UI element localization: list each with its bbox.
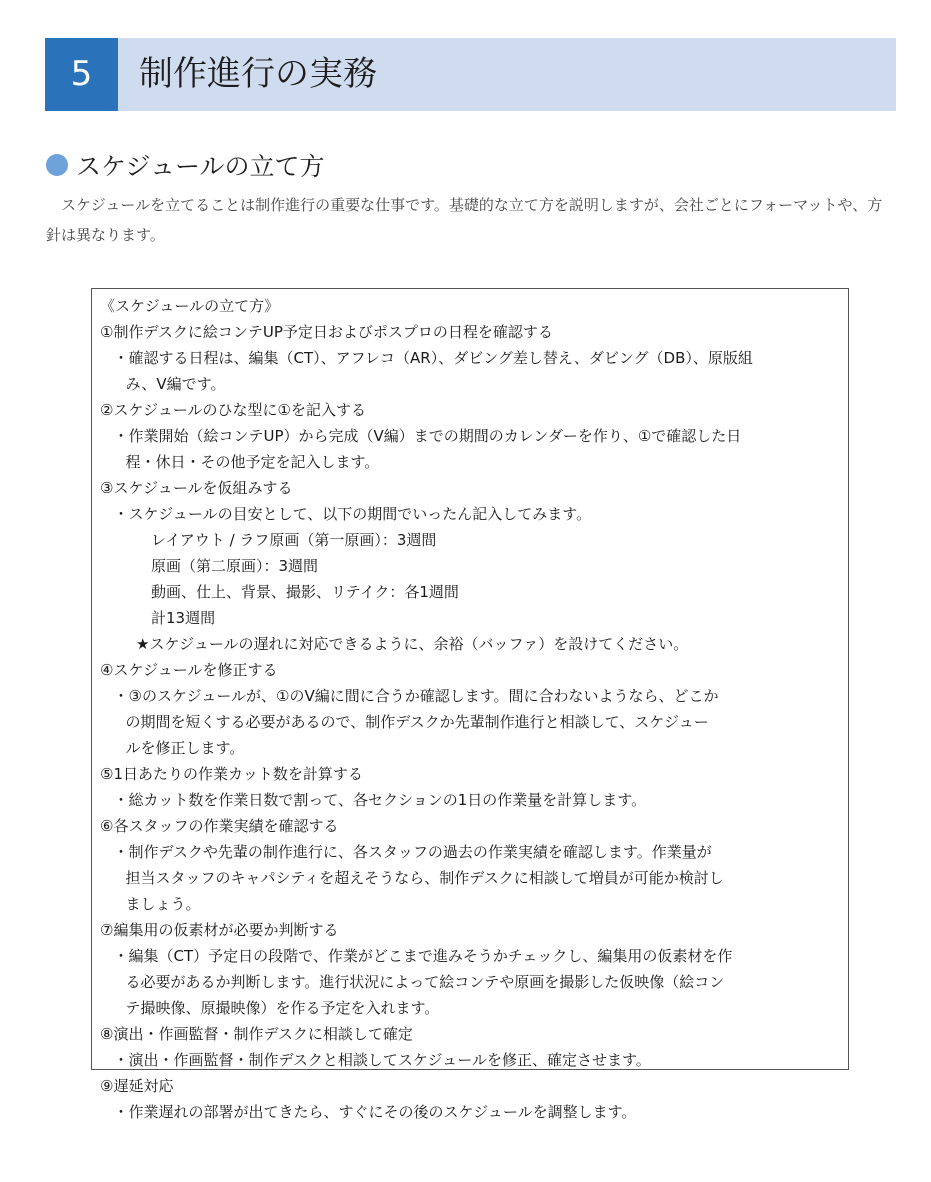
step-4 [100,657,840,761]
buffer-note: ★スケジュールの遅れに対応できるように、余裕（バッファ）を設けてください。 [136,635,689,653]
step-note: ・制作デスクや先輩の制作進行に、各スタッフの過去の作業実績を確認します。作業量が 担当スタッフのキャパシティを超えそうなら、制作デスクに相談して増員が可能か検討し ましょう。 [113,843,724,913]
step-heading: ③スケジュールを仮組みする [100,479,293,497]
step-7 [100,917,840,1021]
step-note: ・編集（CT）予定日の段階で、作業がどこまで進みそうかチェックし、編集用の仮素材を作 る必要があるか判断します。進行状況によって絵コンテや原画を撮影した仮映像（絵コン テ撮映像、原撮映像）を作る予定を入れます。 [113,947,733,1017]
step-heading: ⑤1日あたりの作業カット数を計算する [100,765,363,783]
step-heading: ⑧演出・作画監督・制作デスクに相談して確定 [100,1025,413,1043]
step-heading: ②スケジュールのひな型に①を記入する [100,401,366,419]
chapter-header [45,38,896,111]
section-title: スケジュールの立て方 [76,152,325,181]
step-9 [100,1073,840,1125]
circle-bullet-icon [46,154,68,176]
step-1 [100,319,840,397]
step-note: ・確認する日程は、編集（CT）、アフレコ（AR）、ダビング差し替え、ダビング（DB）、原版組 み、V編です。 [113,349,753,393]
period-item: 原画（第二原画）：3週間 [151,557,319,575]
step-heading: ⑦編集用の仮素材が必要か判断する [100,921,339,939]
step-note: ・作業開始（絵コンテUP）から完成（V編）までの期間のカレンダーを作り、①で確認した日 程・休日・その他予定を記入します。 [113,427,742,471]
period-item: 動画、仕上、背景、撮影、リテイク：各1週間 [151,583,459,601]
chapter-title: 制作進行の実務 [139,54,377,94]
period-total: 計13週間 [151,609,216,627]
chapter-number: 5 [45,38,118,111]
step-6 [100,813,840,917]
step-2 [100,397,840,475]
box-title: 《スケジュールの立て方》 [100,297,280,315]
intro-paragraph: スケジュールを立てることは制作進行の重要な仕事です。基礎的な立て方を説明しますが、会社ごとにフォーマットや、方針は異なります。 [46,196,883,244]
period-item: レイアウト / ラフ原画（第一原画）：3週間 [151,531,437,549]
step-8 [100,1021,840,1073]
step-heading: ④スケジュールを修正する [100,661,278,679]
step-note: ・作業遅れの部署が出てきたら、すぐにその後のスケジュールを調整します。 [113,1103,637,1121]
step-note: ・演出・作画監督・制作デスクと相談してスケジュールを修正、確定させます。 [113,1051,651,1069]
step-5 [100,761,840,813]
step-3 [100,475,840,657]
step-note: ・③のスケジュールが、①のV編に間に合うか確認します。間に合わないようなら、どこか の期間を短くする必要があるので、制作デスクか先輩制作進行と相談して、スケジュー ルを修正します。 [113,687,719,757]
section-heading [46,148,325,182]
step-heading: ⑥各スタッフの作業実績を確認する [100,817,339,835]
step-heading: ⑨遅延対応 [100,1077,174,1095]
step-heading: ①制作デスクに絵コンテUP予定日およびポスプロの日程を確認する [100,323,553,341]
step-note: ・総カット数を作業日数で割って、各セクションの1日の作業量を計算します。 [113,791,647,809]
schedule-steps-box [91,288,849,1121]
step-note: ・スケジュールの目安として、以下の期間でいったん記入してみます。 [113,505,592,523]
